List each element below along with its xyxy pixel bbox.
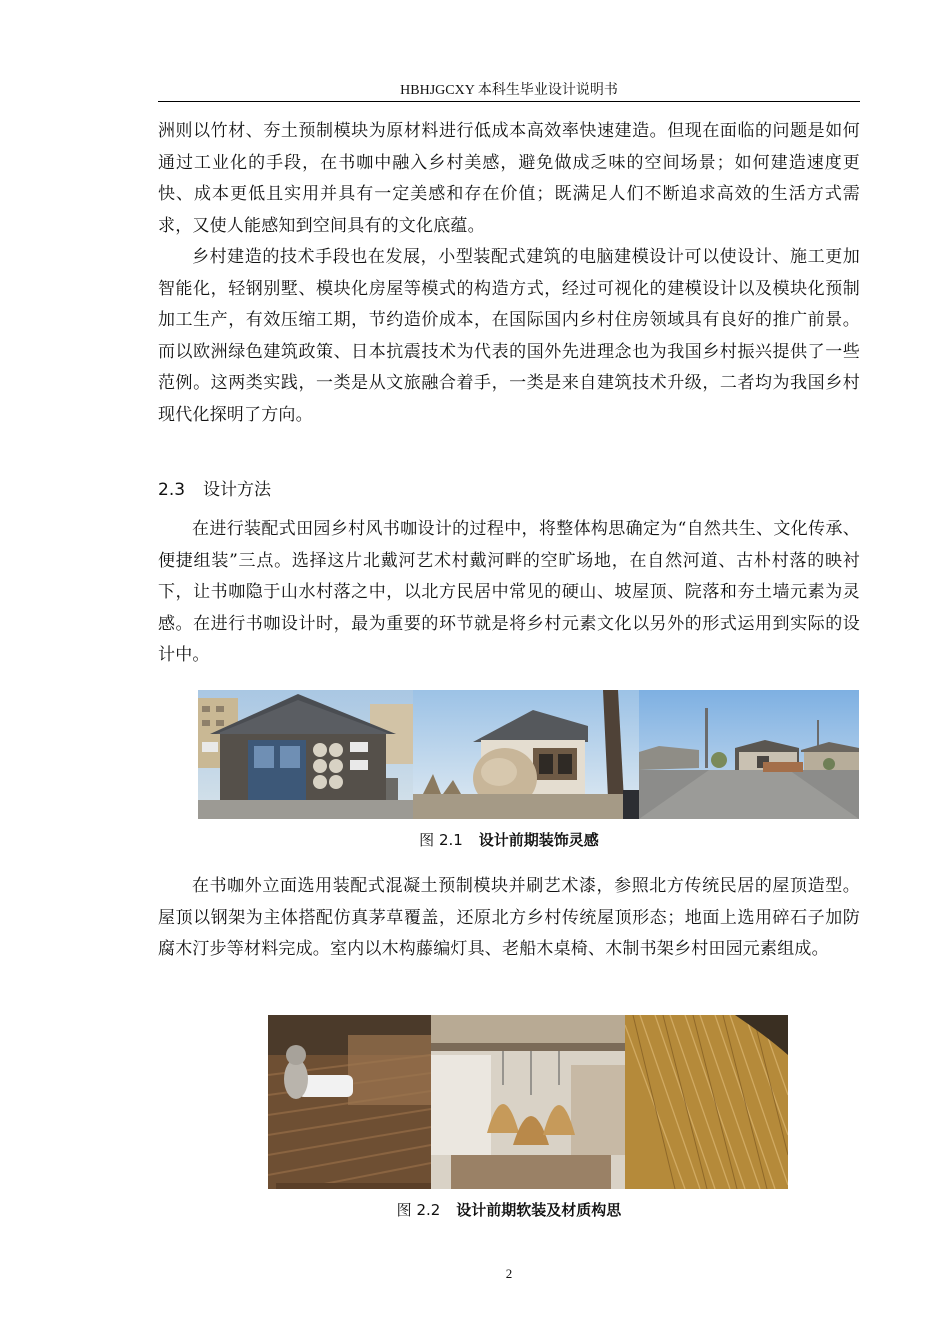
figure-2-1-caption bbox=[158, 829, 860, 850]
paragraph-2: 乡村建造的技术手段也在发展，小型装配式建筑的电脑建模设计可以使设计、施工更加智能化，轻钢别墅、模块化房屋等模式的构造方式，经过可视化的建模设计以及模块化预制加工生产，有效压缩工期，节约造价成本，在国际国内乡村住房领域具有良好的推广前景。而以欧洲绿色建筑政策、日本抗震技术为代表的国外先进理念也为我国乡村振兴提供了一些范例。这两类实践，一类是从文旅融合着手，一类是来自建筑技术升级，二者均为我国乡村现代化探明了方向。 bbox=[158, 247, 860, 425]
photo-wooden-deck-cat bbox=[268, 1015, 431, 1189]
page-header: HBHJGCXY 本科生毕业设计说明书 bbox=[400, 83, 618, 98]
section-number: 2.3 bbox=[158, 480, 186, 500]
paragraph-3: 在进行装配式田园乡村风书咖设计的过程中，将整体构思确定为“自然共生、文化传承、便捷组装”三点。选择这片北戴河艺术村戴河畔的空旷场地，在自然河道、古朴村落的映衬下，让书咖隐于山水村落之中，以北方民居中常见的硬山、坡屋顶、院落和夯土墙元素为灵感。在进行书咖设计时，最为重要的环节就是将乡村元素文化以另外的形式运用到实际的设计中。 bbox=[158, 519, 860, 665]
figure-caption-text: 设计前期软装及材质构思 bbox=[456, 1201, 622, 1219]
photo-village-road bbox=[639, 690, 859, 819]
figure-number: 图 2.2 bbox=[396, 1201, 441, 1219]
page-number: 2 bbox=[505, 1266, 513, 1281]
figure-caption-text: 设计前期装饰灵感 bbox=[478, 831, 599, 849]
figure-2-2-caption bbox=[158, 1199, 860, 1220]
paragraph-1: 洲则以竹材、夯土预制模块为原材料进行低成本高效率快速建造。但现在面临的问题是如何通过工业化的手段，在书咖中融入乡村美感，避免做成乏味的空间场景；如何建造速度更快、成本更低且实用并具有一定美感和存在价值；既满足人们不断追求高效的生活方式需求，又使人能感知到空间具有的文化底蕴。 bbox=[158, 121, 860, 236]
photo-thatch-texture bbox=[625, 1015, 788, 1189]
figure-2-1-images bbox=[198, 690, 859, 819]
paragraph-4: 在书咖外立面选用装配式混凝土预制模块并刷艺术漆，参照北方传统民居的屋顶造型。屋顶以钢架为主体搭配仿真茅草覆盖，还原北方乡村传统屋顶形态；地面上选用碎石子加防腐木汀步等材料完成。室内以木构藤编灯具、老船木桌椅、木制书架乡村田园元素组成。 bbox=[158, 876, 860, 959]
header-rule bbox=[158, 101, 860, 102]
section-heading bbox=[158, 478, 860, 502]
photo-stone-house bbox=[413, 690, 639, 819]
figure-number: 图 2.1 bbox=[419, 831, 463, 849]
figure-2-2-images bbox=[268, 1015, 788, 1189]
photo-tiled-house bbox=[198, 690, 413, 819]
photo-rattan-lamps bbox=[431, 1015, 625, 1189]
section-title: 设计方法 bbox=[203, 480, 272, 500]
